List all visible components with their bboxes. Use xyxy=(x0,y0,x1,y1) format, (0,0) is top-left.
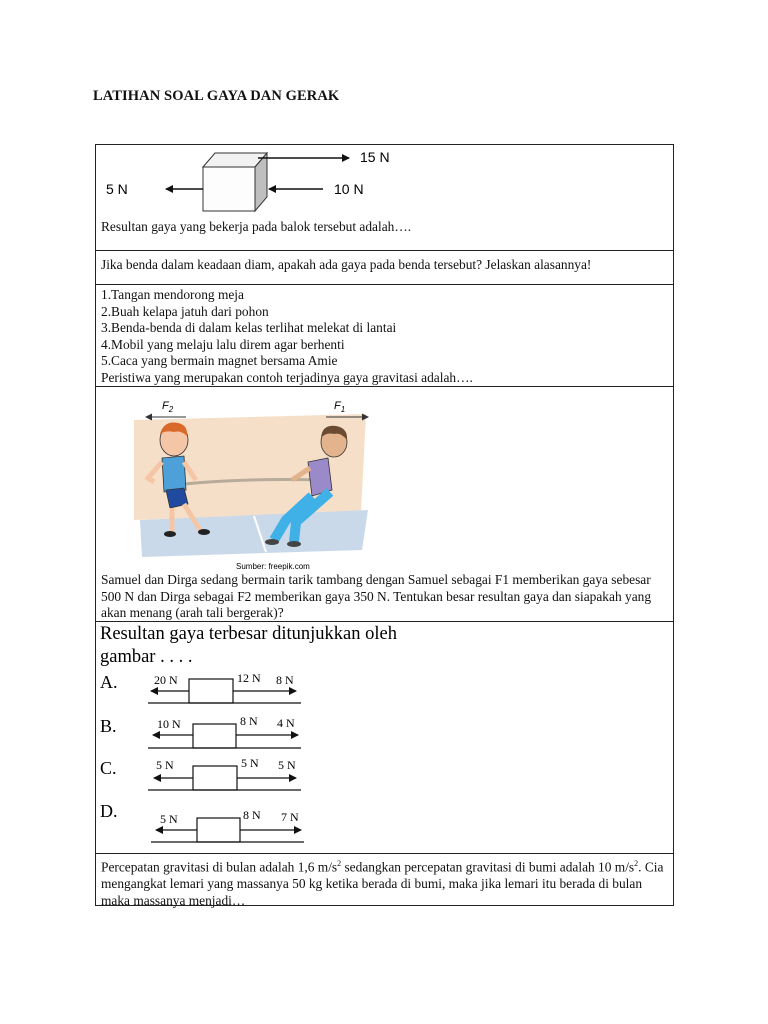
option-b xyxy=(100,714,301,748)
tug-of-war-illustration xyxy=(126,392,396,572)
list-item: 1.Tangan mendorong meja xyxy=(101,287,244,302)
block-force-diagram xyxy=(98,145,418,220)
question-2-text: Jika benda dalam keadaan diam, apakah ada gaya pada benda tersebut? Jelaskan alasannya! xyxy=(101,257,592,272)
option-left-force: 5 N xyxy=(160,812,178,826)
question-6-text: Percepatan gravitasi di bulan adalah 1,6 $m/s^2$ sedangkan percepatan gravitasi di bumi adalah 10 $m/s^2$. Cia mengangkat lemari yang massanya 50 kg ketika berada di bumi, maka jika lemari itu berada di bulan maka massanya menjadi… xyxy=(101,859,664,908)
resultant-options-figure xyxy=(96,622,426,854)
question-row-2 xyxy=(96,251,673,285)
f1-label: $F_1$ xyxy=(334,400,346,414)
question-5-line-2: gambar . . . . xyxy=(100,647,193,667)
option-right-force-1: 8 N xyxy=(243,808,261,822)
option-right-force-2: 4 N xyxy=(277,716,295,730)
option-right-force-1: 5 N xyxy=(241,756,259,770)
option-right-force-1: 12 N xyxy=(237,671,261,685)
force-label-10n: 10 N xyxy=(334,181,364,197)
question-row-1 xyxy=(96,145,673,251)
option-left-force: 10 N xyxy=(157,717,181,731)
list-item: 3.Benda-benda di dalam kelas terlihat melekat di lantai xyxy=(101,320,397,336)
question-row-5 xyxy=(96,622,673,854)
list-item: 2.Buah kelapa jatuh dari pohon xyxy=(101,303,269,319)
option-right-force-2: 7 N xyxy=(281,810,299,824)
option-c xyxy=(100,756,301,790)
option-left-force: 5 N xyxy=(156,758,174,772)
f2-label: $F_2$ xyxy=(162,400,174,414)
force-label-15n: 15 N xyxy=(360,149,390,165)
option-left-force: 20 N xyxy=(154,673,178,687)
question-3-text: Peristiwa yang merupakan contoh terjadinya gaya gravitasi adalah…. xyxy=(101,369,473,385)
question-3-block xyxy=(101,287,667,387)
list-item: 4.Mobil yang melaju lalu direm agar berhenti xyxy=(101,336,345,352)
option-letter: B. xyxy=(100,716,117,736)
option-letter: C. xyxy=(100,758,117,778)
question-1-text: Resultan gaya yang bekerja pada balok tersebut adalah…. xyxy=(101,219,412,234)
question-row-4 xyxy=(96,387,673,622)
option-d xyxy=(100,801,304,842)
question-row-3 xyxy=(96,285,673,387)
image-source-caption: Sumber: freepik.com xyxy=(236,562,310,571)
list-item: 5.Caca yang bermain magnet bersama Amie xyxy=(101,353,338,369)
question-table xyxy=(95,144,674,906)
question-row-6 xyxy=(96,854,673,907)
block-front xyxy=(203,167,255,211)
force-label-5n: 5 N xyxy=(106,181,128,197)
option-a xyxy=(100,671,301,703)
page-title: LATIHAN SOAL GAYA DAN GERAK xyxy=(93,88,340,104)
option-right-force-1: 8 N xyxy=(240,714,258,728)
option-right-force-2: 5 N xyxy=(278,758,296,772)
question-5-line-1: Resultan gaya terbesar ditunjukkan oleh xyxy=(100,624,397,644)
option-right-force-2: 8 N xyxy=(276,673,294,687)
question-4-text: Samuel dan Dirga sedang bermain tarik tambang dengan Samuel sebagai F1 memberikan gaya sebesar 500 N dan Dirga sebagai F2 memberikan gaya 350 N. Tentukan besar resultan gaya dan siapakah yang akan menang (arah tali bergerak)? xyxy=(101,572,652,621)
option-letter: A. xyxy=(100,672,118,692)
option-letter: D. xyxy=(100,801,118,821)
